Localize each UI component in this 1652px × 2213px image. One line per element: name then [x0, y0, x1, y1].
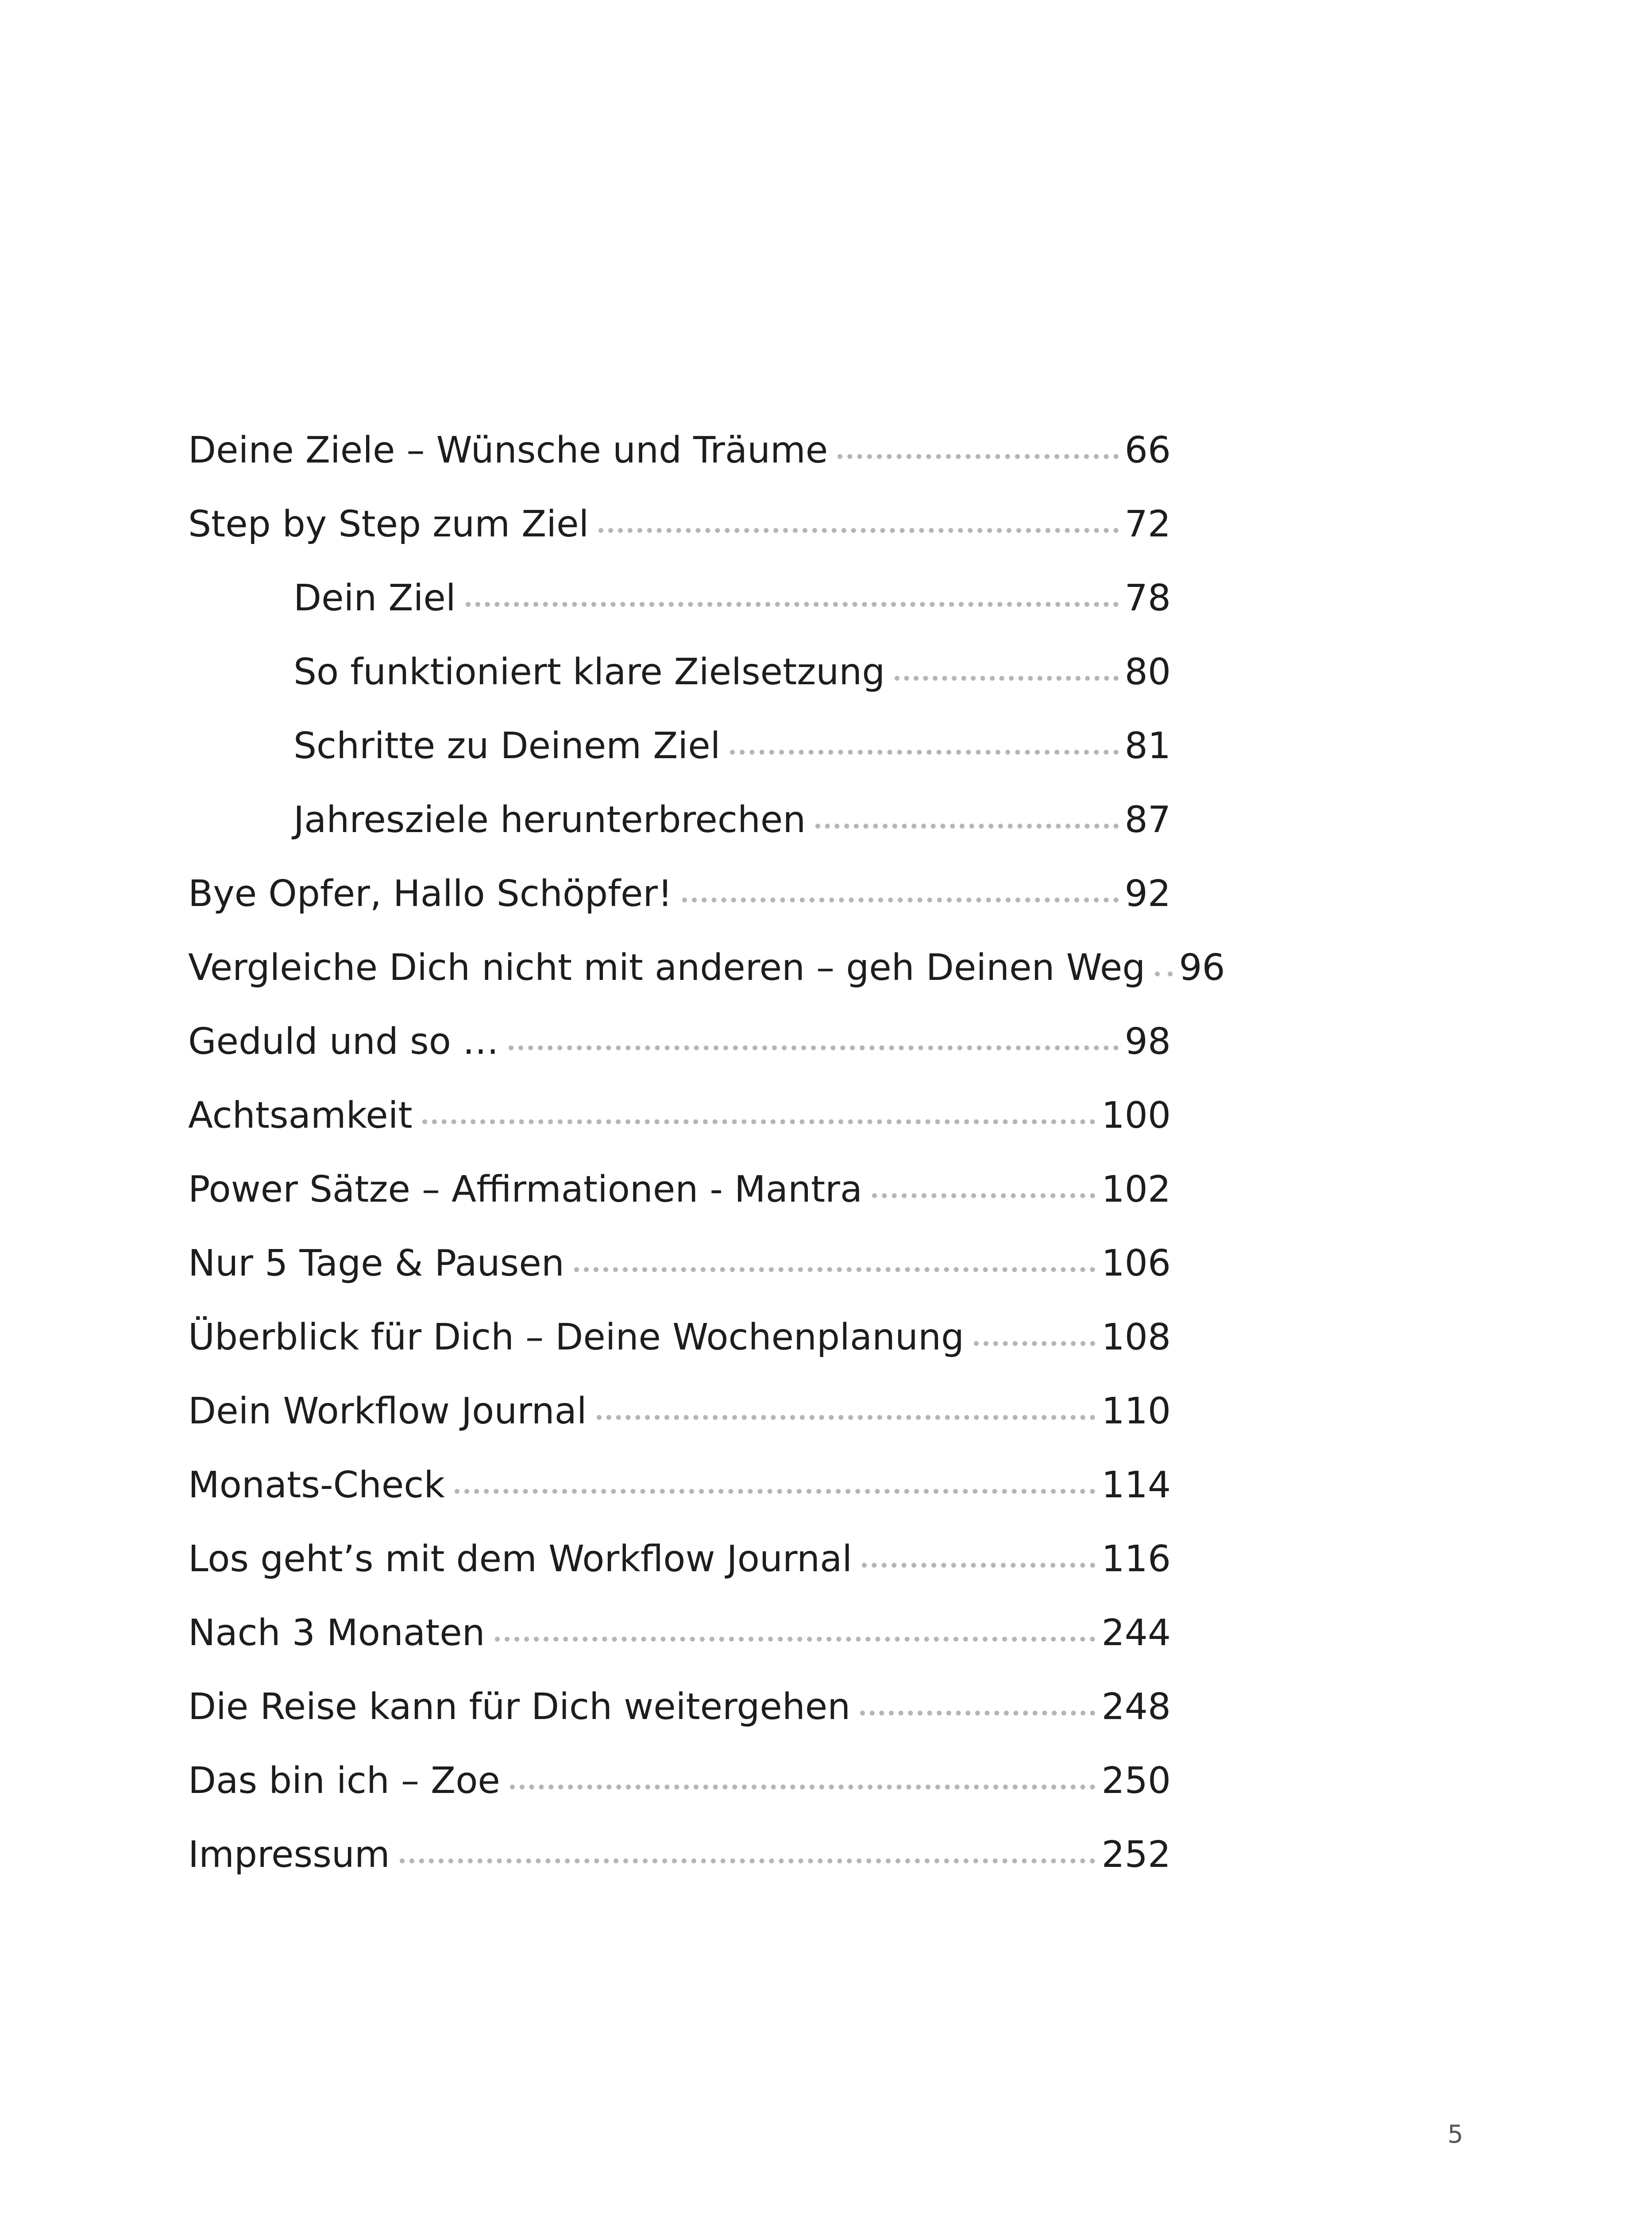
- toc-entry-page: 87: [1124, 799, 1171, 841]
- toc-entry-title: Deine Ziele – Wünsche und Träume: [188, 429, 828, 471]
- toc-entry-page: 108: [1101, 1316, 1171, 1358]
- toc-entry-page: 81: [1124, 725, 1171, 767]
- toc-leader-dots: [495, 1637, 1096, 1642]
- toc-entry[interactable]: [188, 1228, 1171, 1302]
- toc-entry-title: Impressum: [188, 1834, 390, 1876]
- toc-entry-title: Geduld und so …: [188, 1021, 499, 1063]
- toc-entry[interactable]: [188, 1006, 1171, 1080]
- toc-leader-dots: [509, 1045, 1119, 1050]
- toc-leader-dots: [974, 1341, 1095, 1346]
- toc-subentry[interactable]: [188, 637, 1171, 711]
- toc-entry-title: Power Sätze – Affirmationen - Mantra: [188, 1168, 863, 1211]
- toc-leader-dots: [597, 1415, 1096, 1420]
- toc-leader-dots: [510, 1785, 1096, 1789]
- toc-entry-page: 96: [1179, 947, 1225, 989]
- toc-entry[interactable]: [188, 1376, 1171, 1450]
- toc-entry[interactable]: [188, 1154, 1171, 1228]
- toc-entry[interactable]: [188, 489, 1171, 563]
- toc-entry[interactable]: [188, 933, 1225, 1006]
- toc-entry-page: 250: [1101, 1760, 1171, 1802]
- toc-entry[interactable]: [188, 1820, 1171, 1893]
- toc-entry-page: 114: [1101, 1464, 1171, 1506]
- toc-entry[interactable]: [188, 859, 1171, 933]
- toc-entry-page: 100: [1101, 1095, 1171, 1137]
- toc-entry-title: Schritte zu Deinem Ziel: [293, 725, 721, 767]
- toc-leader-dots: [400, 1858, 1096, 1863]
- toc-entry[interactable]: [188, 1450, 1171, 1524]
- toc-entry-page: 252: [1101, 1834, 1171, 1876]
- toc-entry-title: Vergleiche Dich nicht mit anderen – geh Deinen Weg: [188, 947, 1146, 989]
- toc-subentry[interactable]: [188, 785, 1171, 859]
- toc-leader-dots: [466, 602, 1119, 607]
- toc-leader-dots: [862, 1563, 1095, 1568]
- toc-entry[interactable]: [188, 1302, 1171, 1376]
- toc-entry-title: Die Reise kann für Dich weitergehen: [188, 1686, 851, 1728]
- toc-entry[interactable]: [188, 1524, 1171, 1598]
- toc-leader-dots: [838, 454, 1118, 459]
- toc-entry-title: Los geht’s mit dem Workflow Journal: [188, 1538, 853, 1580]
- toc-entry-title: Jahresziele herunterbrechen: [293, 799, 806, 841]
- table-of-contents: [188, 415, 1225, 1893]
- page-number: 5: [1447, 2120, 1463, 2149]
- toc-leader-dots: [455, 1489, 1096, 1494]
- toc-entry-page: 72: [1124, 503, 1171, 545]
- toc-leader-dots: [860, 1711, 1095, 1716]
- toc-entry-page: 248: [1101, 1686, 1171, 1728]
- toc-entry[interactable]: [188, 1672, 1171, 1746]
- toc-subentry[interactable]: [188, 711, 1171, 785]
- toc-entry[interactable]: [188, 415, 1171, 489]
- toc-leader-dots: [730, 750, 1118, 755]
- toc-entry-page: 110: [1101, 1390, 1171, 1432]
- toc-leader-dots: [1155, 972, 1173, 976]
- toc-leader-dots: [598, 528, 1118, 533]
- toc-leader-dots: [872, 1193, 1095, 1198]
- toc-entry-title: Nach 3 Monaten: [188, 1612, 485, 1654]
- toc-entry[interactable]: [188, 1080, 1171, 1154]
- toc-entry-title: Step by Step zum Ziel: [188, 503, 589, 545]
- toc-entry-title: Dein Workflow Journal: [188, 1390, 587, 1432]
- toc-entry-title: Das bin ich – Zoe: [188, 1760, 500, 1802]
- toc-entry-page: 78: [1124, 577, 1171, 619]
- toc-entry-title: Überblick für Dich – Deine Wochenplanung: [188, 1316, 965, 1358]
- toc-entry-title: Monats-Check: [188, 1464, 445, 1506]
- toc-entry-page: 92: [1124, 873, 1171, 915]
- toc-subentry[interactable]: [188, 563, 1171, 637]
- toc-entry-title: So funktioniert klare Zielsetzung: [293, 651, 885, 693]
- toc-entry[interactable]: [188, 1746, 1171, 1820]
- toc-entry-page: 66: [1124, 429, 1171, 471]
- toc-entry-page: 244: [1101, 1612, 1171, 1654]
- toc-leader-dots: [815, 824, 1118, 829]
- toc-entry-page: 106: [1101, 1242, 1171, 1284]
- toc-entry[interactable]: [188, 1598, 1171, 1672]
- toc-entry-title: Nur 5 Tage & Pausen: [188, 1242, 564, 1284]
- toc-entry-title: Bye Opfer, Hallo Schöpfer!: [188, 873, 672, 915]
- toc-leader-dots: [422, 1119, 1096, 1124]
- toc-leader-dots: [574, 1267, 1096, 1272]
- toc-entry-title: Achtsamkeit: [188, 1095, 413, 1137]
- toc-entry-page: 98: [1124, 1021, 1171, 1063]
- toc-leader-dots: [895, 676, 1118, 681]
- toc-entry-page: 116: [1101, 1538, 1171, 1580]
- toc-entry-title: Dein Ziel: [293, 577, 456, 619]
- toc-leader-dots: [682, 898, 1119, 902]
- toc-entry-page: 102: [1101, 1168, 1171, 1211]
- toc-entry-page: 80: [1124, 651, 1171, 693]
